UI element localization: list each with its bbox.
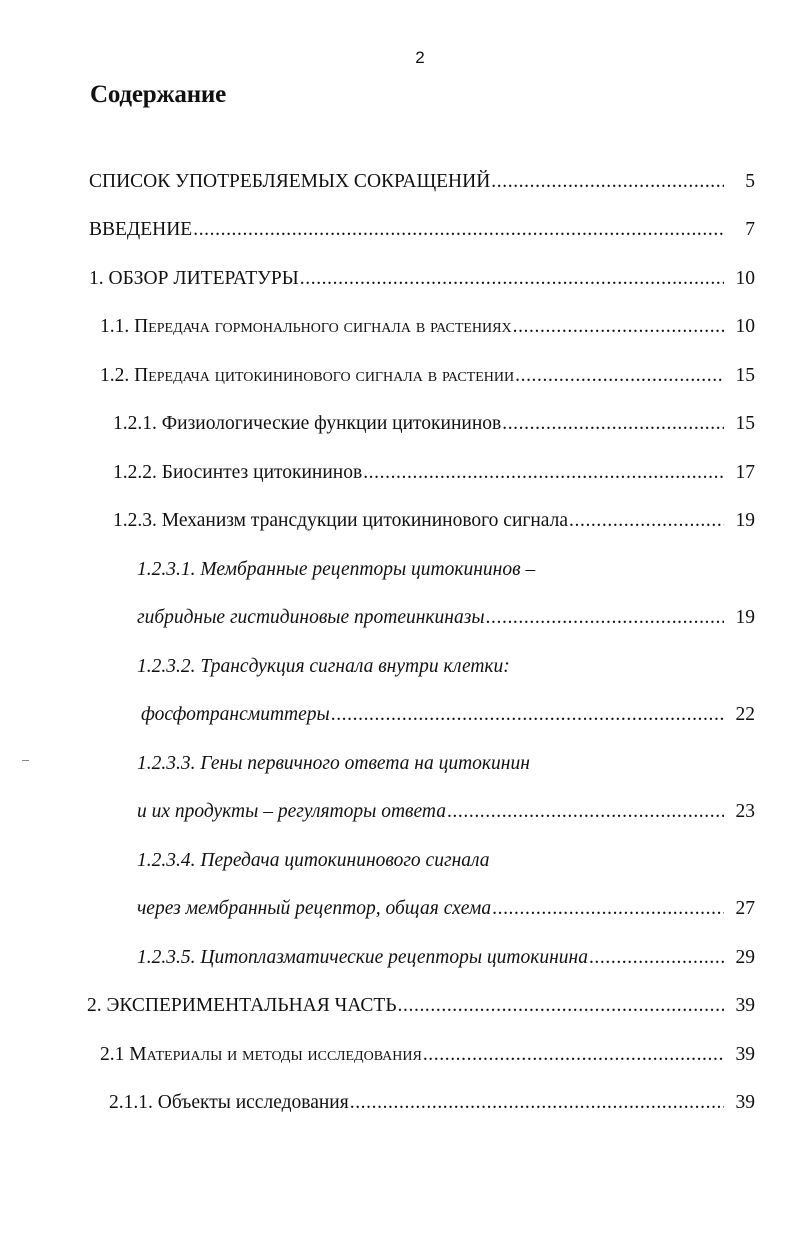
toc-entry-1-2-3[interactable] [0,506,794,536]
toc-entry-page: 17 [735,462,755,483]
toc-entry-1-2-3-2[interactable] [0,700,794,730]
toc-entry-1-2-1[interactable] [0,409,794,439]
toc-entry-label: 1.2.3.3. Гены первичного ответа на цитокинин [137,753,530,774]
toc-entry-1-2[interactable] [0,361,794,391]
toc-entry-page: 39 [735,1092,755,1113]
toc-entry-page: 29 [735,947,755,968]
toc-entry-experimental-part[interactable] [0,991,794,1021]
toc-entry-label: 1.2.3. Механизм трансдукции цитокининового сигнала [113,510,569,531]
toc-entry-page: 15 [735,365,755,386]
dot-leader [423,1040,724,1070]
toc-entry-label: гибридные гистидиновые протеинкиназы [137,607,485,628]
toc-entry-literature-review[interactable] [0,264,794,294]
dot-leader [398,991,724,1021]
dot-leader [486,603,724,633]
dot-leader [491,167,724,197]
toc-entry-1-2-3-5[interactable] [0,943,794,973]
dot-leader [193,215,724,245]
toc-entry-1-2-2[interactable] [0,458,794,488]
dot-leader [513,312,724,342]
toc-entry-page: 39 [735,995,755,1016]
toc-entry-label: СПИСОК УПОТРЕБЛЯЕМЫХ СОКРАЩЕНИЙ [89,171,491,192]
dot-leader [447,797,724,827]
toc-entry-1-2-3-4-title[interactable] [0,846,794,876]
toc-entry-page: 23 [735,801,755,822]
toc-entry-page: 15 [735,413,755,434]
dot-leader [300,264,724,294]
dot-leader [589,943,724,973]
toc-entry-1-2-3-2-title[interactable] [0,652,794,682]
toc-entry-label: 1.1. Передача гормонального сигнала в растениях [100,316,512,337]
toc-entry-label: ВВЕДЕНИЕ [89,219,193,240]
dot-leader [502,409,724,439]
toc-entry-1-2-3-1[interactable] [0,603,794,633]
toc-entry-label: 1.2.3.1. Мембранные рецепторы цитокининов – [137,559,536,580]
toc-entry-label: 2.1 Материалы и методы исследования [100,1044,422,1065]
toc-entry-label: 1.2. Передача цитокининового сигнала в растении [100,365,515,386]
page-number: 2 [415,48,425,67]
toc-entry-1-2-3-3[interactable] [0,797,794,827]
toc-entry-page: 10 [735,268,755,289]
dot-leader [492,894,724,924]
toc-entry-page: 27 [735,898,755,919]
toc-entry-page: 22 [735,704,755,725]
toc-entry-page: 19 [735,607,755,628]
toc-entry-1-2-3-3-title[interactable] [0,749,794,779]
toc-entry-label: 1.2.1. Физиологические функции цитокининов [113,413,502,434]
toc-entry-label: 2. ЭКСПЕРИМЕНТАЛЬНАЯ ЧАСТЬ [87,995,397,1016]
page-title: Содержание [90,81,227,108]
toc-entry-label: 1.2.2. Биосинтез цитокининов [113,462,363,483]
toc-entry-1-2-3-4[interactable] [0,894,794,924]
toc-entry-page: 7 [745,219,755,240]
toc-entry-page: 39 [735,1044,755,1065]
toc-entry-page: 5 [745,171,755,192]
toc-entry-page: 10 [735,316,755,337]
toc-entry-label: через мембранный рецептор, общая схема [137,898,492,919]
toc-entry-2-1-1[interactable] [0,1088,794,1118]
dot-leader [515,361,724,391]
toc-entry-label: 2.1.1. Объекты исследования [109,1092,349,1113]
dot-leader [350,1088,724,1118]
toc-entry-label: фосфотрансмиттеры [141,704,330,725]
toc-entry-page: 19 [735,510,755,531]
toc-entry-abbreviations[interactable] [0,167,794,197]
dot-leader [569,506,724,536]
toc-entry-1-1[interactable] [0,312,794,342]
toc-entry-label: и их продукты – регуляторы ответа [137,801,446,822]
dot-leader [363,458,724,488]
toc-entry-label: 1.2.3.5. Цитоплазматические рецепторы цитокинина [137,947,588,968]
toc-entry-label: 1. ОБЗОР ЛИТЕРАТУРЫ [89,268,299,289]
toc-entry-label: 1.2.3.4. Передача цитокининового сигнала [137,850,490,871]
toc-entry-label: 1.2.3.2. Трансдукция сигнала внутри клетки: [137,656,510,677]
toc-entry-2-1[interactable] [0,1040,794,1070]
scan-speck [22,760,29,761]
toc-entry-1-2-3-1-title[interactable] [0,555,794,585]
dot-leader [331,700,724,730]
toc-entry-introduction[interactable] [0,215,794,245]
